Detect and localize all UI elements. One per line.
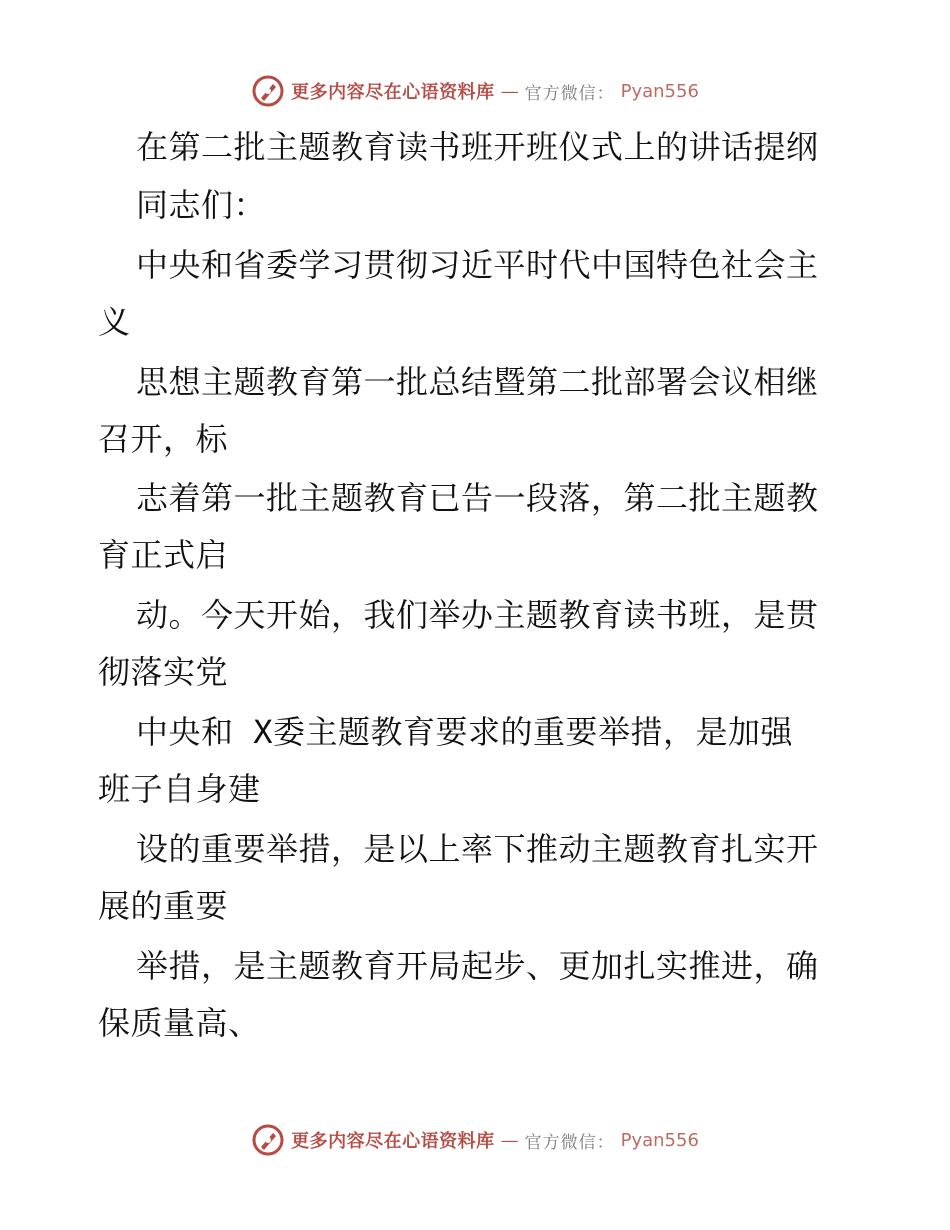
- paragraph-line: 班子自身建: [98, 770, 261, 808]
- paragraph-line: 展的重要: [98, 887, 229, 925]
- paragraph-line: 思想主题教育第一批总结暨第二批部署会议相继: [136, 363, 819, 401]
- paragraph-line: 动。今天开始，我们举办主题教育读书班，是贯: [136, 596, 819, 634]
- watermark-main-text: 更多内容尽在心语资料库: [291, 1131, 495, 1152]
- watermark-official-label: 官方微信：: [524, 1132, 615, 1153]
- footer-watermark: [0, 1120, 950, 1160]
- watermark-dash: —: [500, 1129, 519, 1151]
- paragraph-line: 设的重要举措，是以上率下推动主题教育扎实开: [136, 830, 819, 868]
- salutation: 同志们：: [136, 186, 267, 224]
- paragraph-line: 举措，是主题教育开局起步、更加扎实推进，确: [136, 947, 819, 985]
- watermark-official-label: 官方微信：: [524, 83, 615, 104]
- pen-quill-logo-icon: [251, 74, 285, 108]
- document-title: 在第二批主题教育读书班开班仪式上的讲话提纲: [136, 128, 819, 166]
- watermark-wechat-id: Pyan556: [620, 1129, 699, 1151]
- header-watermark: [0, 71, 950, 111]
- watermark-wechat-id: Pyan556: [620, 80, 699, 102]
- paragraph-line: 育正式启: [98, 536, 229, 574]
- paragraph-line: 义: [98, 303, 131, 341]
- paragraph-line: 保质量高、: [98, 1004, 261, 1042]
- paragraph-line: 彻落实党: [98, 653, 229, 691]
- watermark-dash: —: [500, 80, 519, 102]
- watermark-main-text: 更多内容尽在心语资料库: [291, 82, 495, 103]
- pen-quill-logo-icon: [251, 1123, 285, 1157]
- paragraph-line: 中央和省委学习贯彻习近平时代中国特色社会主: [136, 246, 819, 284]
- paragraph-line: 中央和 X委主题教育要求的重要举措，是加强: [136, 713, 794, 751]
- paragraph-line: 召开，标: [98, 420, 229, 458]
- paragraph-line: 志着第一批主题教育已告一段落，第二批主题教: [136, 479, 819, 517]
